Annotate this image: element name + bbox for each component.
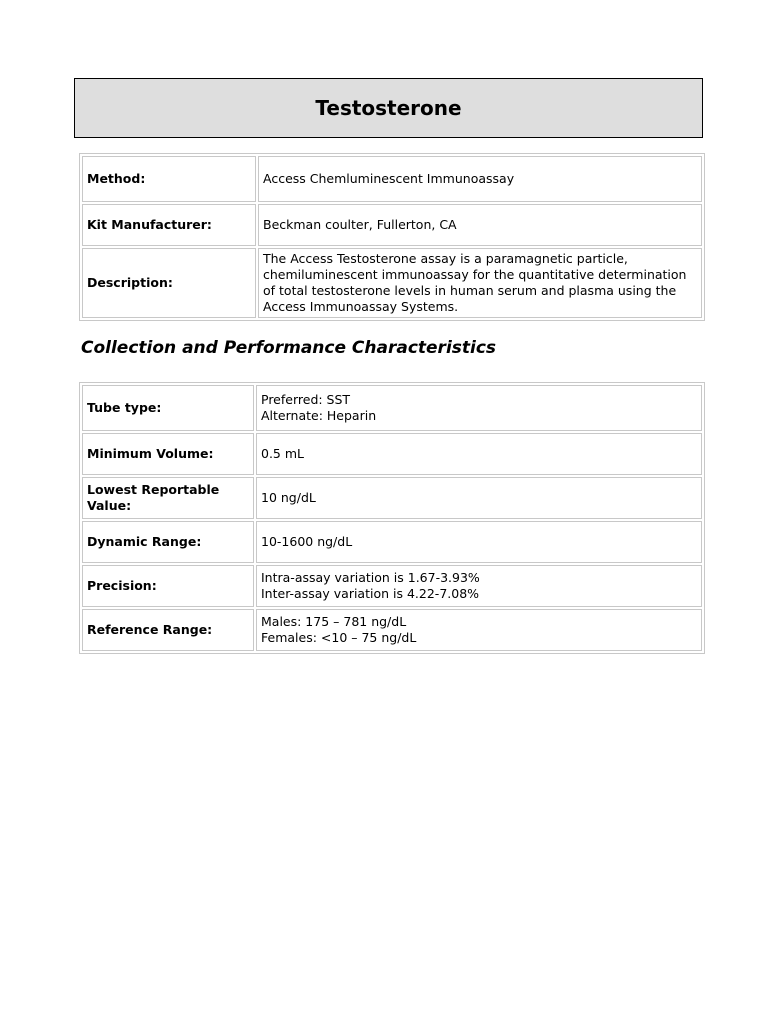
- dynamic-range-value-line: 10-1600 ng/dL: [261, 534, 353, 549]
- description-line: The Access Testosterone assay is a paramagnetic particle,: [263, 251, 628, 266]
- dynamic-range-label-line: Dynamic Range:: [87, 534, 202, 549]
- table-row: [82, 156, 702, 202]
- table-row: [82, 477, 702, 519]
- description-line: Access Immunoassay Systems.: [263, 299, 459, 314]
- tube-type-label-line: Tube type:: [87, 400, 162, 415]
- minimum-volume-label-line: Minimum Volume:: [87, 446, 214, 461]
- minimum-volume-label: [82, 433, 254, 475]
- lowest-reportable-value-line: 10 ng/dL: [261, 490, 316, 505]
- table-row: [82, 433, 702, 475]
- performance-table: [79, 382, 705, 654]
- minimum-volume-value: [256, 433, 702, 475]
- reference-range-value-line: Males: 175 – 781 ng/dL: [261, 614, 407, 629]
- table-row: [82, 609, 702, 651]
- table-row: [82, 204, 702, 246]
- method-label: Method:: [82, 156, 256, 202]
- tube-type-value-line: Alternate: Heparin: [261, 408, 377, 423]
- reference-range-value-line: Females: <10 – 75 ng/dL: [261, 630, 417, 645]
- method-table: [79, 153, 705, 321]
- tube-type-value-line: Preferred: SST: [261, 392, 351, 407]
- dynamic-range-value: [256, 521, 702, 563]
- table-row: [82, 248, 702, 318]
- table-row: [82, 521, 702, 563]
- description-label: Description:: [82, 248, 256, 318]
- tube-type-label: [82, 385, 254, 431]
- tube-type-value: [256, 385, 702, 431]
- precision-label: [82, 565, 254, 607]
- method-value: [258, 156, 702, 202]
- section-heading: Collection and Performance Characteristics: [81, 338, 497, 358]
- kit-manufacturer-value: [258, 204, 702, 246]
- table-row: [82, 385, 702, 431]
- precision-value-line: Inter-assay variation is 4.22-7.08%: [261, 586, 480, 601]
- kit-manufacturer-label: Kit Manufacturer:: [82, 204, 256, 246]
- precision-value-line: Intra-assay variation is 1.67-3.93%: [261, 570, 480, 585]
- reference-range-value: [256, 609, 702, 651]
- kit-manufacturer-value-line: Beckman coulter, Fullerton, CA: [263, 217, 457, 232]
- lowest-reportable-label-line: Lowest Reportable: [87, 482, 220, 497]
- lowest-reportable-value-label: [82, 477, 254, 519]
- description-line: chemiluminescent immunoassay for the quantitative determination: [263, 267, 687, 282]
- reference-range-label: [82, 609, 254, 651]
- table-row: [82, 565, 702, 607]
- reference-range-label-line: Reference Range:: [87, 622, 213, 637]
- minimum-volume-value-line: 0.5 mL: [261, 446, 304, 461]
- method-value-line: Access Chemluminescent Immunoassay: [263, 171, 515, 186]
- page-title: Testosterone: [315, 96, 462, 120]
- precision-label-line: Precision:: [87, 578, 157, 593]
- title-box: [74, 78, 703, 138]
- lowest-reportable-value: [256, 477, 702, 519]
- lowest-reportable-label-line: Value:: [87, 498, 132, 513]
- description-line: of total testosterone levels in human serum and plasma using the: [263, 283, 677, 298]
- precision-value: [256, 565, 702, 607]
- description-value: [258, 248, 702, 318]
- dynamic-range-label: [82, 521, 254, 563]
